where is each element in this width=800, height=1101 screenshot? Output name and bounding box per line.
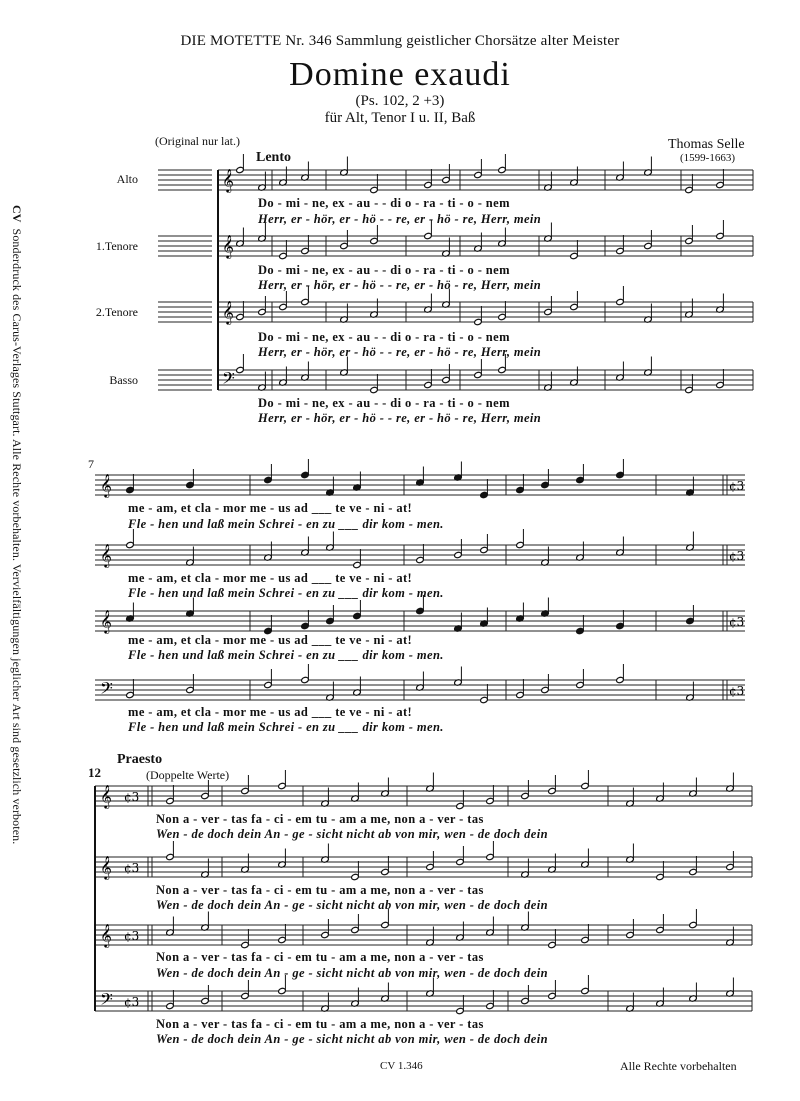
clef-icon: 𝄞 xyxy=(222,300,234,324)
lyrics-latin-s3-tenor2: Non a - ver - tas fa - ci - em tu - am a me, non a - ver - tas xyxy=(156,950,484,964)
tempo-praesto: Praesto xyxy=(117,752,163,767)
voice-label-tenor2: 2.Tenore xyxy=(95,305,138,319)
clef-icon: 𝄞 xyxy=(100,473,112,497)
voice-label-bass: Basso xyxy=(109,373,138,387)
double-values-note: (Doppelte Werte) xyxy=(146,768,230,782)
lyrics-german-s1-bass: Herr, er - hör, er - hö - - re, er - hö - re, Herr, mein xyxy=(258,411,542,425)
lyrics-german-s2-tenor2: Fle - hen und laß mein Schrei - en zu ___ dir kom - men. xyxy=(128,648,444,662)
lyrics-latin-s2-tenor1: me - am, et cla - mor me - us ad ___ te ve - ni - at! xyxy=(128,571,413,585)
sidebar-logo: CV xyxy=(10,205,24,223)
series-line: DIE MOTETTE Nr. 346 Sammlung geistlicher Chorsätze alter Meister xyxy=(180,33,620,49)
clef-icon: 𝄢 xyxy=(100,989,113,1013)
measure-number-12: 12 xyxy=(88,765,101,780)
lyrics-german-s2-tenor1: Fle - hen und laß mein Schrei - en zu ___ dir kom - men. xyxy=(128,586,444,600)
catalog-number: CV 1.346 xyxy=(380,1060,423,1072)
time-signature: ¢3 xyxy=(729,479,745,493)
sidebar-text: Sonderdruck des Carus-Verlages Stuttgart. Alle Rechte vorbehalten. Vervielfältigungen jeglicher Art sind gesetzlich verboten. xyxy=(10,228,24,845)
lyrics-latin-s2-bass: me - am, et cla - mor me - us ad ___ te ve - ni - at! xyxy=(128,705,413,719)
lyrics-latin-s3-bass: Non a - ver - tas fa - ci - em tu - am a me, non a - ver - tas xyxy=(156,1017,484,1031)
clef-icon: 𝄞 xyxy=(100,543,112,567)
clef-icon: 𝄞 xyxy=(222,168,234,192)
lyrics-german-s2-alto: Fle - hen und laß mein Schrei - en zu ___ dir kom - men. xyxy=(128,517,444,531)
clef-icon: 𝄢 xyxy=(100,678,113,702)
lyrics-german-s3-tenor2: Wen - de doch dein An - ge - sicht nicht ab von mir, wen - de doch dein xyxy=(156,966,548,980)
voicing: für Alt, Tenor I u. II, Baß xyxy=(324,110,476,126)
measure-number-7: 7 xyxy=(88,457,94,471)
lyrics-latin-s1-alto: Do - mi - ne, ex - au - - di o - ra - ti - o - nem xyxy=(258,196,510,210)
clef-icon: 𝄞 xyxy=(100,609,112,633)
piece-title: Domine exaudi xyxy=(289,56,511,93)
time-signature: ¢3 xyxy=(124,790,140,804)
lyrics-german-s3-alto: Wen - de doch dein An - ge - sicht nicht ab von mir, wen - de doch dein xyxy=(156,827,548,841)
voice-label-alto: Alto xyxy=(116,172,138,186)
lyrics-latin-s1-bass: Do - mi - ne, ex - au - - di o - ra - ti - o - nem xyxy=(258,396,510,410)
lyrics-german-s1-tenor2: Herr, er - hör, er - hö - - re, er - hö - re, Herr, mein xyxy=(258,345,542,359)
tempo-lento: Lento xyxy=(256,150,291,165)
clef-icon: 𝄞 xyxy=(100,784,112,808)
lyrics-german-s2-bass: Fle - hen und laß mein Schrei - en zu ___ dir kom - men. xyxy=(128,720,444,734)
time-signature: ¢3 xyxy=(729,684,745,698)
time-signature: ¢3 xyxy=(729,615,745,629)
lyrics-latin-s2-tenor2: me - am, et cla - mor me - us ad ___ te ve - ni - at! xyxy=(128,633,413,647)
lyrics-latin-s3-alto: Non a - ver - tas fa - ci - em tu - am a me, non a - ver - tas xyxy=(156,812,484,826)
time-signature: ¢3 xyxy=(124,995,140,1009)
lyrics-latin-s2-alto: me - am, et cla - mor me - us ad ___ te ve - ni - at! xyxy=(128,501,413,515)
rights-notice: Alle Rechte vorbehalten xyxy=(620,1059,737,1073)
original-note: (Original nur lat.) xyxy=(155,134,240,148)
lyrics-latin-s1-tenor2: Do - mi - ne, ex - au - - di o - ra - ti - o - nem xyxy=(258,330,510,344)
time-signature: ¢3 xyxy=(729,549,745,563)
lyrics-german-s1-tenor1: Herr, er - hör, er - hö - - re, er - hö - re, Herr, mein xyxy=(258,278,542,292)
voice-label-tenor1: 1.Tenore xyxy=(95,239,138,253)
time-signature: ¢3 xyxy=(124,929,140,943)
clef-icon: 𝄞 xyxy=(222,234,234,258)
lyrics-german-s1-alto: Herr, er - hör, er - hö - - re, er - hö - re, Herr, mein xyxy=(258,212,542,226)
clef-icon: 𝄞 xyxy=(100,923,112,947)
composer-dates: (1599-1663) xyxy=(680,152,735,164)
lyrics-german-s3-bass: Wen - de doch dein An - ge - sicht nicht ab von mir, wen - de doch dein xyxy=(156,1032,548,1046)
clef-icon: 𝄢 xyxy=(222,368,235,392)
composer-name: Thomas Selle xyxy=(668,137,745,152)
clef-icon: 𝄞 xyxy=(100,855,112,879)
lyrics-latin-s1-tenor1: Do - mi - ne, ex - au - - di o - ra - ti - o - nem xyxy=(258,263,510,277)
time-signature: ¢3 xyxy=(124,861,140,875)
lyrics-latin-s3-tenor1: Non a - ver - tas fa - ci - em tu - am a me, non a - ver - tas xyxy=(156,883,484,897)
lyrics-german-s3-tenor1: Wen - de doch dein An - ge - sicht nicht ab von mir, wen - de doch dein xyxy=(156,898,548,912)
psalm-reference: (Ps. 102, 2 +3) xyxy=(355,93,445,109)
